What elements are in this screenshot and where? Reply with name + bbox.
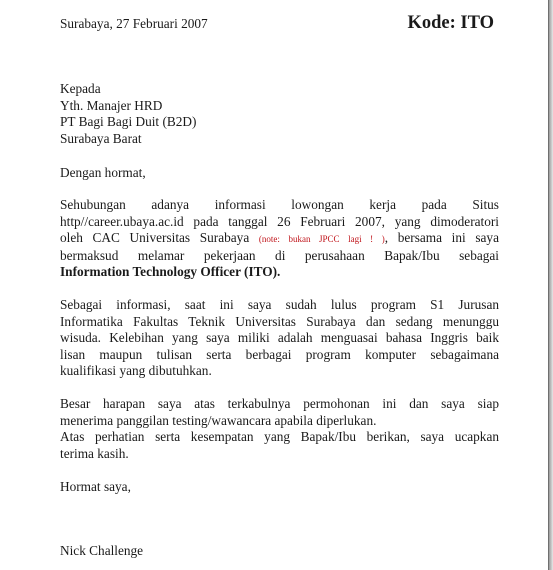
paragraph-line: Sehubungan adanya informasi lowongan kerja pada Situs [60, 197, 499, 212]
letter-code: Kode: ITO [407, 13, 494, 33]
paragraph-line: Sebagai informasi, saat ini saya sudah lulus program S1 Jurusan [60, 297, 499, 312]
greeting: Dengan hormat, [60, 165, 146, 180]
letter-date: Surabaya, 27 Februari 2007 [60, 16, 208, 31]
paragraph-line: Atas perhatian serta kesempatan yang Bapak/Ibu berikan, saya ucapkan [60, 429, 499, 445]
paragraph-hope [60, 396, 499, 462]
recipient-block [60, 81, 196, 147]
paragraph-application [60, 197, 499, 281]
paragraph-line: kualifikasi yang dibutuhkan. [60, 363, 212, 379]
page-shadow [549, 0, 553, 570]
recipient-company: PT Bagi Bagi Duit (B2D) [60, 114, 197, 130]
recipient-city: Surabaya Barat [60, 130, 142, 146]
paragraph-text: oleh CAC Universitas Surabaya [60, 230, 259, 246]
paragraph-line: Besar harapan saya atas terkabulnya permohonan ini dan saya siap [60, 396, 499, 411]
paragraph-line: bermaksud melamar pekerjaan di perusahaan Bapak/Ibu sebagai [60, 247, 499, 263]
position-title: Information Technology Officer (ITO). [60, 264, 281, 280]
paragraph-line: Informatika Fakultas Teknik Universitas Surabaya dan sedang menunggu [60, 313, 499, 329]
paragraph-line: http//career.ubaya.ac.id pada tanggal 26 Februari 2007, yang dimoderatori [60, 213, 499, 229]
paragraph-line: wisuda. Kelebihan yang saya miliki adalah menguasai bahasa Inggris baik [60, 330, 499, 346]
paragraph-information [60, 297, 499, 380]
paragraph-line: terima kasih. [60, 445, 129, 461]
closing: Hormat saya, [60, 479, 131, 494]
red-note: (note: bukan JPCC lagi ! ) [258, 234, 385, 245]
recipient-to: Kepada [60, 81, 101, 96]
paragraph-line [60, 230, 499, 248]
recipient-name: Yth. Manajer HRD [60, 97, 163, 113]
paragraph-line: lisan maupun tulisan serta berbagai program komputer sebagaimana [60, 346, 499, 362]
signature-name: Nick Challenge [60, 543, 144, 558]
paragraph-text: , bersama ini saya [384, 230, 499, 246]
paragraph-line: menerima panggilan testing/wawancara apabila diperlukan. [60, 412, 377, 428]
